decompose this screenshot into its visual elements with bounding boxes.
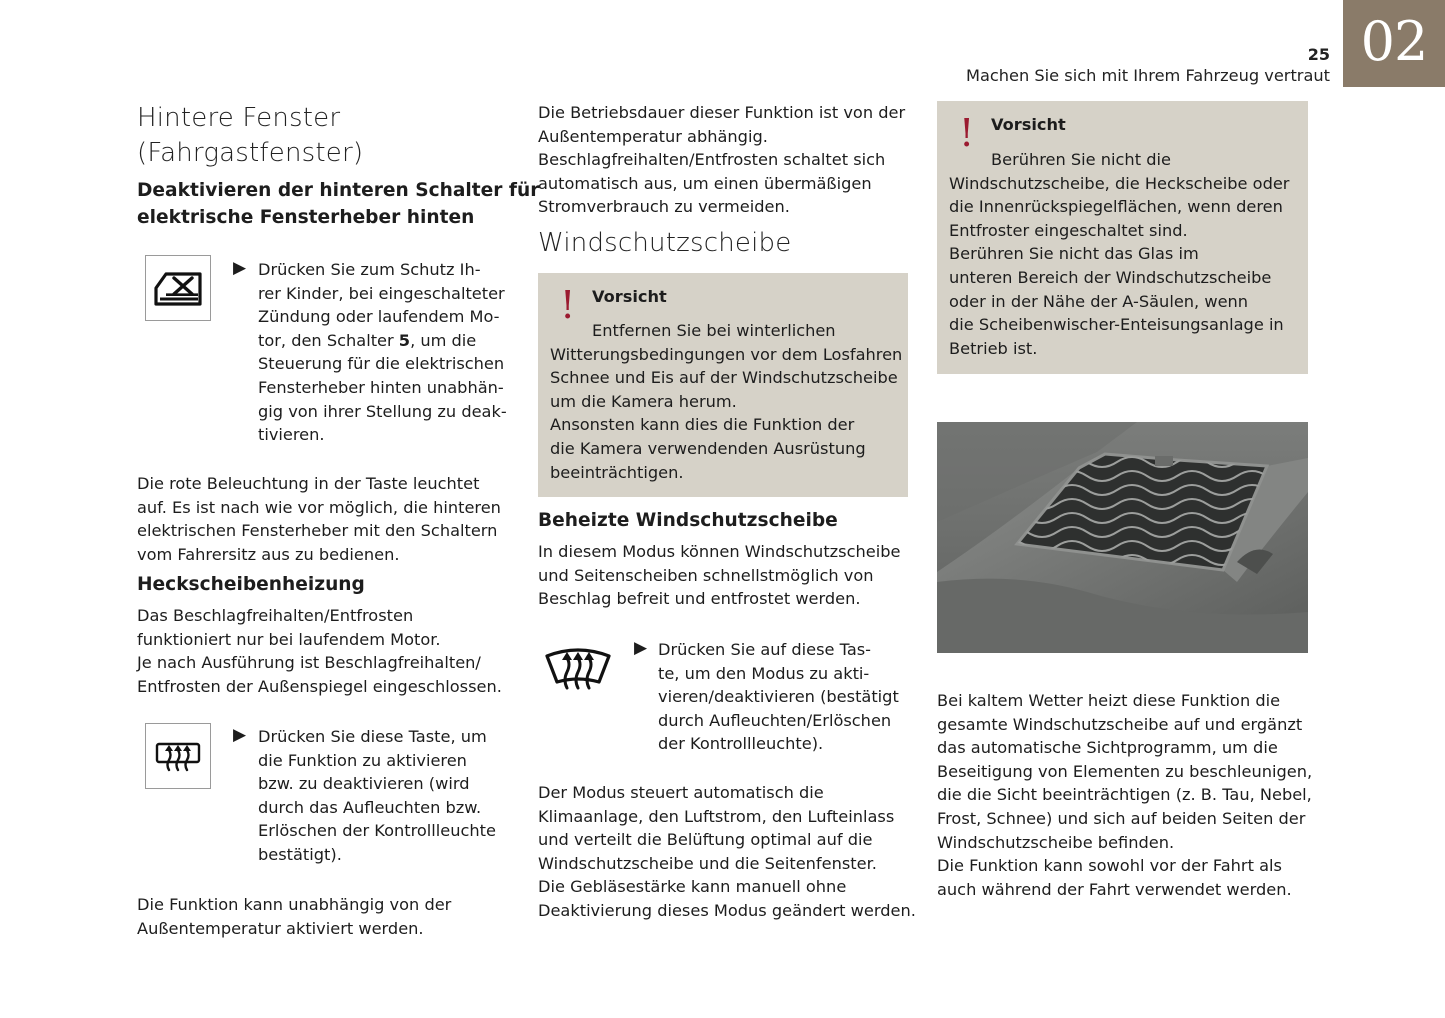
window-lock-icon-graphic <box>152 268 204 308</box>
text-line: Die Gebläsestärke kann manuell ohne <box>538 877 847 897</box>
caution-text <box>550 319 902 484</box>
paragraph-outside-temp <box>137 893 451 940</box>
text-line <box>258 329 507 353</box>
text-line: In diesem Modus können Windschutzscheibe <box>538 542 901 561</box>
text-line: Die rote Beleuchtung in der Taste leuchtet <box>137 474 480 493</box>
text-line: unteren Bereich der Windschutzscheibe <box>949 267 1272 287</box>
text-line: auf. Es ist nach wie vor möglich, die hinteren <box>137 497 501 517</box>
text-line: Außentemperatur aktiviert werden. <box>137 918 424 938</box>
text-line: Entfroster eingeschaltet sind. <box>949 220 1188 240</box>
text-line: Drücken Sie diese Taste, um <box>258 727 487 746</box>
text-line: tivieren. <box>258 425 325 445</box>
arrow-right-icon: ▶ <box>233 725 247 745</box>
text-line: Schnee und Eis auf der Windschutzscheibe <box>550 368 898 388</box>
text-line: Zündung oder laufendem Mo- <box>258 307 500 327</box>
subheading-line: Deaktivieren der hinteren Schalter für <box>137 180 540 201</box>
text-line: rer Kinder, bei eingeschalteter <box>258 283 505 303</box>
text-line: das automatische Sichtprogramm, um die <box>937 738 1278 758</box>
heading-line: (Fahrgastfenster) <box>137 138 364 168</box>
text-line: Beschlagfreihalten/Entfrosten schaltet sich <box>538 150 886 170</box>
text-line: Das Beschlagfreihalten/Entfrosten <box>137 606 414 625</box>
text-line: um die Kamera herum. <box>550 391 737 411</box>
text-line: Die Funktion kann sowohl vor der Fahrt als <box>937 856 1282 876</box>
text-line: Beseitigung von Elementen zu beschleunigen, <box>937 761 1313 781</box>
heading-rear-windows <box>137 101 363 171</box>
text-line: beeinträchtigen. <box>550 462 684 482</box>
caution-title: Vorsicht <box>991 115 1066 134</box>
paragraph-red-light <box>137 472 501 566</box>
exclamation-icon: ! <box>560 283 576 327</box>
text-line: bestätigt). <box>258 844 342 864</box>
caution-title: Vorsicht <box>592 287 667 306</box>
page-number: 25 <box>1307 45 1330 64</box>
text-line: Witterungsbedingungen vor dem Losfahren <box>550 344 903 364</box>
text-line: vieren/deaktivieren (bestätigt <box>658 687 899 707</box>
text-line: und Seitenscheiben schnellstmöglich von <box>538 565 874 585</box>
chapter-number: 02 <box>1360 9 1428 73</box>
text-line: Erlöschen der Kontrollleuchte <box>258 821 496 841</box>
step-deactivate-rear <box>258 258 507 447</box>
heading-windshield: Windschutzscheibe <box>538 228 792 258</box>
step-heated-windshield <box>658 638 899 756</box>
text-line: die Funktion zu aktivieren <box>258 750 467 770</box>
rear-defrost-icon <box>145 723 211 789</box>
text-line: Drücken Sie auf diese Tas- <box>658 640 872 659</box>
text-line: automatisch aus, um einen übermäßigen <box>538 173 872 193</box>
caution-box-touch <box>937 101 1308 374</box>
text-line: Frost, Schnee) und sich auf beiden Seiten der <box>937 808 1306 828</box>
text-line: die Scheibenwischer-Enteisungsanlage in <box>949 315 1284 335</box>
text-line: Klimaanlage, den Luftstrom, den Lufteinlass <box>538 806 895 826</box>
text-segment: , um die <box>410 330 477 350</box>
caution-text <box>949 148 1289 360</box>
text-line: durch Aufleuchten/Erlöschen <box>658 710 892 730</box>
text-line: die Kamera verwendenden Ausrüstung <box>550 438 866 458</box>
text-line: Berühren Sie nicht die <box>991 150 1171 169</box>
paragraph-mode <box>538 540 900 611</box>
caution-box-camera <box>538 273 908 497</box>
text-line: Ansonsten kann dies die Funktion der <box>550 415 855 435</box>
paragraph-climate <box>538 781 916 923</box>
text-line: der Kontrollleuchte). <box>658 734 824 754</box>
paragraph-defrost-info <box>137 604 502 698</box>
text-line: die Innenrückspiegelflächen, wenn deren <box>949 197 1283 217</box>
subheading-line: elektrische Fensterheber hinten <box>137 207 475 228</box>
windshield-defrost-icon <box>543 642 613 694</box>
text-line: Die Betriebsdauer dieser Funktion ist von der <box>538 103 906 122</box>
text-line: Entfrosten der Außenspiegel eingeschlossen. <box>137 676 502 696</box>
text-line: Beschlag befreit und entfrostet werden. <box>538 589 861 609</box>
windshield-defrost-icon-graphic <box>543 642 613 694</box>
text-segment: tor, den Schalter <box>258 330 399 350</box>
exclamation-icon: ! <box>959 111 975 155</box>
text-line: oder in der Nähe der A-Säulen, wenn <box>949 291 1249 311</box>
text-line: funktioniert nur bei laufendem Motor. <box>137 629 441 649</box>
window-lock-icon <box>145 255 211 321</box>
text-line: und verteilt die Belüftung optimal auf die <box>538 830 873 850</box>
text-line: Fensterheber hinten unabhän- <box>258 377 504 397</box>
text-line: Bei kaltem Wetter heizt diese Funktion die <box>937 691 1281 710</box>
switch-number: 5 <box>398 330 411 350</box>
section-title: Machen Sie sich mit Ihrem Fahrzeug vertraut <box>965 66 1330 85</box>
text-line: vom Fahrersitz aus zu bedienen. <box>137 544 400 564</box>
text-line: Entfernen Sie bei winterlichen <box>592 321 836 340</box>
text-line: Windschutzscheibe und die Seitenfenster. <box>538 853 877 873</box>
text-line: Steuerung für die elektrischen <box>258 354 505 374</box>
text-line: Berühren Sie nicht das Glas im <box>949 244 1199 264</box>
text-line: Außentemperatur abhängig. <box>538 126 768 146</box>
subheading-deactivate-switches <box>137 177 539 231</box>
text-line: die die Sicht beeinträchtigen (z. B. Tau, Nebel, <box>937 785 1312 805</box>
arrow-right-icon: ▶ <box>233 258 247 278</box>
text-line: Betrieb ist. <box>949 338 1038 358</box>
text-line: Je nach Ausführung ist Beschlagfreihalten/ <box>137 653 481 673</box>
text-line: Stromverbrauch zu vermeiden. <box>538 197 790 217</box>
step-rear-heating <box>258 725 496 867</box>
chapter-tab <box>1343 0 1445 87</box>
text-line: Die Funktion kann unabhängig von der <box>137 895 452 914</box>
text-line: gig von ihrer Stellung zu deak- <box>258 401 507 421</box>
paragraph-cold-weather <box>937 689 1312 901</box>
rear-defrost-icon-graphic <box>155 740 201 772</box>
text-line: bzw. zu deaktivieren (wird <box>258 774 470 794</box>
heading-line: Hintere Fenster <box>137 103 341 133</box>
text-line: gesamte Windschutzscheibe auf und ergänzt <box>937 714 1303 734</box>
heading-rear-heating: Heckscheibenheizung <box>137 574 365 595</box>
text-line: elektrischen Fensterheber mit den Schaltern <box>137 521 498 541</box>
text-line: Der Modus steuert automatisch die <box>538 783 824 802</box>
text-line: Deaktivierung dieses Modus geändert werden. <box>538 900 916 920</box>
text-line: auch während der Fahrt verwendet werden. <box>937 879 1292 899</box>
text-line: durch das Aufleuchten bzw. <box>258 797 482 817</box>
heated-windshield-illustration <box>937 422 1308 653</box>
arrow-right-icon: ▶ <box>634 638 648 658</box>
text-line: Windschutzscheibe, die Heckscheibe oder <box>949 173 1290 193</box>
text-line: Drücken Sie zum Schutz Ih- <box>258 260 481 279</box>
text-line: Windschutzscheibe befinden. <box>937 832 1175 852</box>
car-windshield-graphic <box>937 422 1308 653</box>
paragraph-duration <box>538 101 905 219</box>
text-line: te, um den Modus zu akti- <box>658 663 870 683</box>
heading-heated-windshield: Beheizte Windschutzscheibe <box>538 510 838 531</box>
